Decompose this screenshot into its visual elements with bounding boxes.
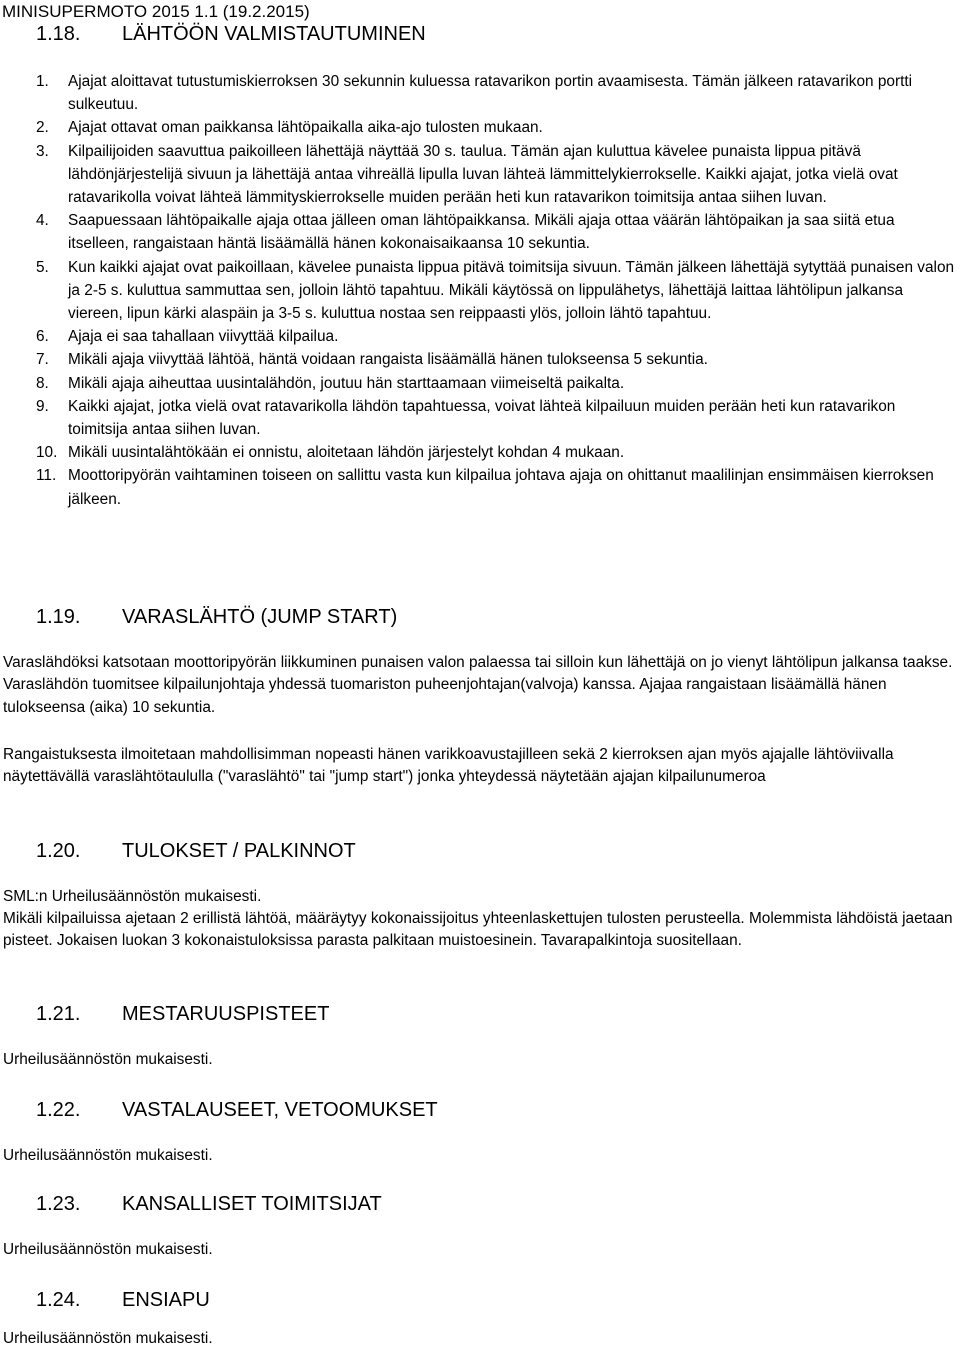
section-title: ENSIAPU: [122, 1289, 210, 1311]
item-text: Moottoripyörän vaihtaminen toiseen on sallittu vasta kun kilpailua johtava ajaja on ohittanut maalilinjan ensimmäisen kierroksen jälkeen.: [68, 467, 934, 508]
item-number: 8.: [36, 374, 49, 392]
item-text: Mikäli ajaja aiheuttaa uusintalähdön, joutuu hän starttaamaan viimeiseltä paikalta.: [68, 374, 625, 392]
section-heading-1-18: [36, 22, 426, 46]
list-item: [36, 256, 956, 326]
list-item: [36, 140, 956, 210]
list-item: [36, 325, 956, 348]
item-text: Mikäli ajaja viivyttää lähtöä, häntä voidaan rangaista lisäämällä hänen tulokseensa 5 sekuntia.: [68, 351, 708, 369]
item-number: 1.: [36, 73, 49, 90]
section-1-23-text: Urheilusäännöstön mukaisesti.: [3, 1241, 213, 1258]
results-paragraph-1: SML:n Urheilusäännöstön mukaisesti.: [3, 888, 262, 905]
section-heading-1-22: [36, 1098, 438, 1122]
section-number: 1.18.: [36, 23, 81, 45]
section-title: KANSALLISET TOIMITSIJAT: [122, 1193, 382, 1215]
item-number: 6.: [36, 328, 49, 346]
item-number: 2.: [36, 119, 49, 137]
section-title: VASTALAUSEET, VETOOMUKSET: [122, 1099, 438, 1121]
item-number: 9.: [36, 397, 49, 415]
section-1-21-text: Urheilusäännöstön mukaisesti.: [3, 1051, 213, 1068]
item-text: Saapuessaan lähtöpaikalle ajaja ottaa jälleen oman lähtöpaikkansa. Mikäli ajaja ottaa väärän lähtöpaikan ja saa siitä etua itselleen, rangaistaan häntä lisäämällä hänen kokonaisaikaansa 10 sekuntia.: [68, 212, 895, 253]
item-number: 11.: [36, 467, 57, 485]
list-item: [36, 116, 956, 139]
item-number: 5.: [36, 258, 49, 276]
item-number: 3.: [36, 142, 49, 160]
section-heading-1-19: [36, 605, 397, 629]
list-item: [36, 372, 956, 395]
start-rules-list: [36, 70, 956, 511]
section-number: 1.22.: [36, 1099, 81, 1121]
item-text: Kilpailijoiden saavuttua paikoilleen lähettäjä näyttää 30 s. taulua. Tämän ajan kuluttua kävelee punaista lippua pitävä lähdönjärjestelijä sivuun ja lähettäjä antaa vihreällä lipulla luvan lähteä lämmittelykierrokselle. Kaikki ajajat, jotka vielä ovat ratavarikolla voivat lähteä lämmityskierrokselle muiden perään heti kun ratavarikon toimitsija antaa siihen luvan.: [68, 142, 898, 207]
section-heading-1-21: [36, 1002, 329, 1026]
section-heading-1-20: [36, 839, 356, 863]
section-1-24-text: Urheilusäännöstön mukaisesti.: [3, 1330, 213, 1347]
section-number: 1.20.: [36, 840, 81, 862]
item-text: Mikäli uusintalähtökään ei onnistu, aloitetaan lähdön järjestelyt kohdan 4 mukaan.: [68, 444, 625, 462]
jump-start-paragraph-1: Varaslähdöksi katsotaan moottoripyörän liikkuminen punaisen valon palaessa tai silloin kun lähettäjä on jo vienyt lähtölipun jalkansa taakse. Varaslähdön tuomitsee kilpailunjohtaja yhdessä tuomariston puheenjohtajan(valvoja) kanssa. Ajajaa rangaistaan lisäämällä hänen tulokseensa (aika) 10 sekuntia.: [3, 654, 953, 716]
section-title: MESTARUUSPISTEET: [122, 1003, 330, 1025]
list-item: [36, 209, 956, 255]
item-number: 10.: [36, 444, 58, 462]
section-heading-1-23: [36, 1192, 382, 1216]
item-number: 4.: [36, 212, 49, 230]
section-number: 1.21.: [36, 1003, 81, 1025]
list-item: [36, 464, 956, 510]
list-item: [36, 395, 956, 441]
document-header: MINISUPERMOTO 2015 1.1 (19.2.2015): [2, 2, 310, 21]
list-item: [36, 441, 956, 464]
section-number: 1.24.: [36, 1289, 81, 1311]
list-item: [36, 348, 956, 371]
item-number: 7.: [36, 351, 49, 369]
results-paragraph-2: Mikäli kilpailuissa ajetaan 2 erillistä lähtöä, määräytyy kokonaissijoitus yhteenlaskettujen tulosten perusteella. Molemmista lähdöistä jaetaan pisteet. Jokaisen luokan 3 kokonaistuloksissa parasta palkitaan muistoesinein. Tavarapalkintoja suositellaan.: [3, 910, 953, 950]
section-number: 1.23.: [36, 1193, 81, 1215]
section-title: VARASLÄHTÖ (JUMP START): [122, 606, 398, 628]
item-text: Kun kaikki ajajat ovat paikoillaan, kävelee punaista lippua pitävä toimitsija sivuun. Tämän jälkeen lähettäjä sytyttää punaisen valon ja 2-5 s. kuluttua sammuttaa sen, jolloin lähtö tapahtuu. Mikäli käytössä on lippulähetys, lähettäjä laittaa lähtölipun jalkansa viereen, lipun kärki alaspäin ja 3-5 s. kuluttua nostaa sen reippaasti ylös, jolloin lähtö tapahtuu.: [68, 258, 955, 323]
section-title: LÄHTÖÖN VALMISTAUTUMINEN: [122, 23, 426, 45]
item-text: Ajaja ei saa tahallaan viivyttää kilpailua.: [68, 328, 339, 346]
section-number: 1.19.: [36, 606, 81, 628]
section-1-22-text: Urheilusäännöstön mukaisesti.: [3, 1147, 213, 1164]
item-text: Kaikki ajajat, jotka vielä ovat ratavarikolla lähdön tapahtuessa, voivat lähteä kilpailuun muiden perään heti kun ratavarikon toimitsija antaa siihen luvan.: [68, 397, 896, 439]
list-item: [36, 70, 956, 116]
section-title: TULOKSET / PALKINNOT: [122, 840, 356, 862]
jump-start-paragraph-2: Rangaistuksesta ilmoitetaan mahdollisimman nopeasti hänen varikkoavustajilleen sekä 2 kierroksen ajan myös ajajalle lähtöviivalla näytettävällä varaslähtötaululla ("varaslähtö" tai "jump start") jonka yhteydessä näytetään ajajan kilpailunumeroa: [3, 746, 894, 786]
section-heading-1-24: [36, 1288, 210, 1312]
item-text: Ajajat aloittavat tutustumiskierroksen 30 sekunnin kuluessa ratavarikon portin avaamisesta. Tämän jälkeen ratavarikon portti sulkeutuu.: [68, 73, 913, 114]
item-text: Ajajat ottavat oman paikkansa lähtöpaikalla aika-ajo tulosten mukaan.: [68, 119, 543, 137]
